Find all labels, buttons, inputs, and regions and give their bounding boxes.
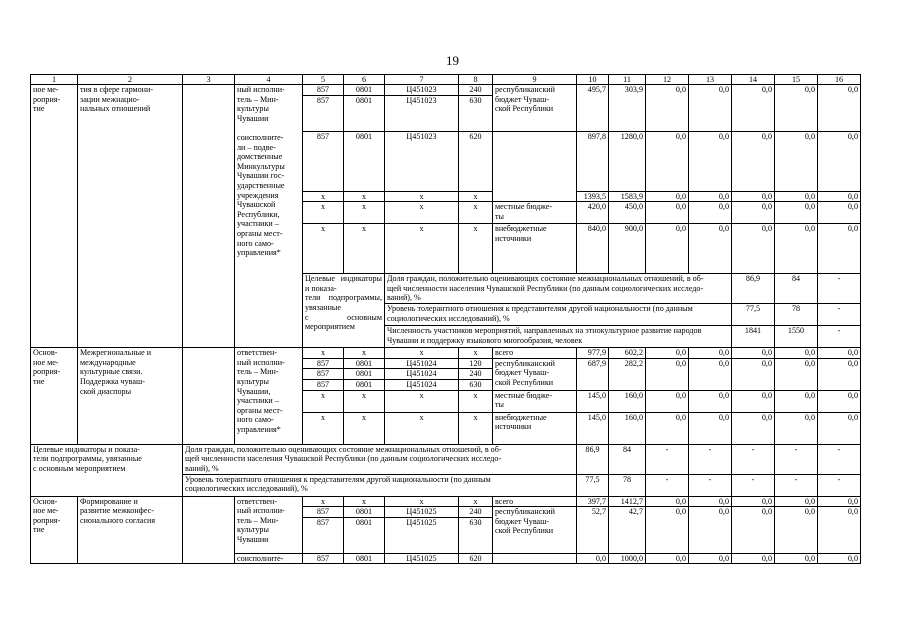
code-cell: x [303, 202, 344, 224]
value-cell: 282,2 [609, 358, 646, 390]
value-cell: 0,0 [646, 412, 689, 444]
column-number: 3 [183, 75, 235, 85]
column-number: 6 [344, 75, 385, 85]
code-cell: 857 [303, 369, 344, 380]
code-cell: x [344, 191, 385, 202]
code-cell: x [385, 390, 459, 412]
value-cell: 0,0 [775, 131, 818, 191]
value-cell: 1280,0 [609, 131, 646, 191]
event-name: Формирование и развитие межконфес- сионального согласия [78, 496, 183, 564]
funding-source: местные бюдже- ты [493, 202, 577, 224]
code-cell: x [459, 496, 493, 507]
empty-cell [493, 131, 577, 202]
value-cell: 0,0 [732, 553, 775, 564]
indicator-text: Уровень толерантного отношения к представителям другой национальности (по данным социологических исследований), % [183, 474, 577, 496]
value-cell: 840,0 [577, 224, 609, 274]
code-cell: x [459, 348, 493, 359]
value-cell: 0,0 [818, 131, 861, 191]
column-number: 2 [78, 75, 183, 85]
table-row [31, 85, 861, 96]
value-cell: 0,0 [775, 496, 818, 507]
value-cell: 160,0 [609, 390, 646, 412]
value-cell: 0,0 [775, 358, 818, 390]
indicator-text: Численность участников мероприятий, направленных на этнокультурное развитие народов Чувашии и поддержку языкового многообразия, человек [385, 326, 732, 348]
code-cell: 0801 [344, 131, 385, 191]
value-cell: 0,0 [775, 202, 818, 224]
value-cell: 1000,0 [609, 553, 646, 564]
code-cell: Ц451025 [385, 517, 459, 553]
value-cell: 0,0 [689, 202, 732, 224]
code-cell: Ц451023 [385, 131, 459, 191]
code-cell: 0801 [344, 85, 385, 96]
column-number: 4 [235, 75, 303, 85]
code-cell: 620 [459, 553, 493, 564]
column-number: 14 [732, 75, 775, 85]
code-cell: 630 [459, 379, 493, 390]
value-cell: 0,0 [689, 412, 732, 444]
column-number: 7 [385, 75, 459, 85]
code-cell: 0801 [344, 507, 385, 518]
indicator-value: - [646, 444, 689, 474]
empty-cell [183, 496, 235, 564]
code-cell: x [303, 390, 344, 412]
indicator-value: - [775, 444, 818, 474]
code-cell: 857 [303, 517, 344, 553]
value-cell: 0,0 [646, 358, 689, 390]
value-cell: 0,0 [646, 507, 689, 554]
code-cell: x [385, 224, 459, 274]
row-label-text: Основ- ное ме- роприя- тие [31, 496, 78, 564]
code-cell: x [344, 412, 385, 444]
code-cell: Ц451023 [385, 95, 459, 131]
value-cell: 0,0 [775, 507, 818, 554]
value-cell: 0,0 [732, 348, 775, 359]
code-cell: Ц451025 [385, 553, 459, 564]
code-cell: x [385, 496, 459, 507]
value-cell: 0,0 [818, 496, 861, 507]
value-cell: 0,0 [818, 85, 861, 132]
funding-source: всего [493, 348, 577, 359]
value-cell: 0,0 [818, 553, 861, 564]
value-cell: 0,0 [646, 202, 689, 224]
code-cell: x [385, 348, 459, 359]
executor-text: ответствен- ный исполни- тель – Мин- культуры Чувашии [235, 496, 303, 553]
value-cell: 0,0 [732, 85, 775, 132]
value-cell: 0,0 [689, 358, 732, 390]
indicator-value: - [732, 474, 775, 496]
code-cell: x [344, 202, 385, 224]
value-cell: 0,0 [775, 224, 818, 274]
indicator-value: 78 [609, 474, 646, 496]
code-cell: 857 [303, 358, 344, 369]
code-cell: x [303, 348, 344, 359]
column-number: 10 [577, 75, 609, 85]
executor-text: ный исполни- тель – Мин- культуры Чувашии соисполните- ли – подве- домственные Минкультуры Чувашии гос- ударственные учреждения Чувашской Республики, участники – органы мест- ного само- управления* [235, 85, 303, 348]
code-cell: Ц451023 [385, 85, 459, 96]
column-number: 8 [459, 75, 493, 85]
value-cell: 0,0 [689, 553, 732, 564]
code-cell: 857 [303, 379, 344, 390]
indicator-label: Целевые индикаторы и показа- тели подпрограммы, увязанные с основным мероприятием [303, 274, 385, 348]
value-cell: 303,9 [609, 85, 646, 132]
funding-source: республиканский бюджет Чуваш- ской Республики [493, 507, 577, 554]
code-cell: Ц451024 [385, 358, 459, 369]
code-cell: x [303, 496, 344, 507]
indicator-value: 77,5 [732, 304, 775, 326]
executor-text: ответствен- ный исполни- тель – Мин- культуры Чувашии, участники – органы мест- ного само- управления* [235, 348, 303, 444]
value-cell: 0,0 [689, 348, 732, 359]
value-cell: 0,0 [646, 496, 689, 507]
indicator-value: - [646, 474, 689, 496]
value-cell: 0,0 [732, 496, 775, 507]
code-cell: 240 [459, 85, 493, 96]
value-cell: 0,0 [818, 412, 861, 444]
value-cell: 0,0 [775, 553, 818, 564]
funding-source: местные бюдже- ты [493, 390, 577, 412]
value-cell: 897,8 [577, 131, 609, 191]
value-cell: 0,0 [689, 224, 732, 274]
code-cell: 0801 [344, 95, 385, 131]
column-number: 1 [31, 75, 78, 85]
code-cell: 0801 [344, 553, 385, 564]
code-cell: 0801 [344, 517, 385, 553]
indicator-value: - [689, 444, 732, 474]
table-row [31, 348, 861, 359]
code-cell: x [303, 224, 344, 274]
column-number: 11 [609, 75, 646, 85]
indicator-text: Доля граждан, положительно оценивающих состояние межнациональных отношений, в об- щей численности населения Чувашской Республики (по данным социологических исследо- ваний), % [183, 444, 577, 474]
indicator-value: - [775, 474, 818, 496]
column-number: 16 [818, 75, 861, 85]
code-cell: x [459, 202, 493, 224]
code-cell: 120 [459, 358, 493, 369]
budget-table [30, 74, 861, 564]
value-cell: 0,0 [646, 390, 689, 412]
funding-source: внебюджетные источники [493, 224, 577, 274]
event-name: тия в сфере гармони- зации межнацио- нальных отношений [78, 85, 183, 348]
value-cell: 160,0 [609, 412, 646, 444]
indicator-value: 86,9 [732, 274, 775, 304]
code-cell: Ц451024 [385, 369, 459, 380]
executor-text: соисполните- [235, 553, 303, 564]
code-cell: x [385, 202, 459, 224]
code-cell: x [459, 412, 493, 444]
row-label-text: Основ- ное ме- роприя- тие [31, 348, 78, 444]
value-cell: 0,0 [689, 131, 732, 191]
value-cell: 450,0 [609, 202, 646, 224]
value-cell: 602,2 [609, 348, 646, 359]
indicator-label: Целевые индикаторы и показа- тели подпрограммы, увязанные с основным мероприятием [31, 444, 183, 496]
empty-cell [183, 85, 235, 348]
code-cell: x [344, 348, 385, 359]
code-cell: 0801 [344, 369, 385, 380]
empty-cell [183, 348, 235, 444]
value-cell: 52,7 [577, 507, 609, 554]
code-cell: 240 [459, 507, 493, 518]
funding-source: республиканский бюджет Чуваш- ской Республики [493, 358, 577, 390]
table-row [31, 496, 861, 507]
indicator-value: - [818, 444, 861, 474]
indicator-value: - [818, 304, 861, 326]
code-cell: x [459, 191, 493, 202]
value-cell: 0,0 [818, 390, 861, 412]
column-number: 13 [689, 75, 732, 85]
value-cell: 0,0 [646, 224, 689, 274]
indicator-row [31, 444, 861, 474]
value-cell: 0,0 [646, 348, 689, 359]
value-cell: 0,0 [732, 202, 775, 224]
value-cell: 0,0 [732, 131, 775, 191]
value-cell: 1412,7 [609, 496, 646, 507]
value-cell: 0,0 [818, 202, 861, 224]
code-cell: 630 [459, 517, 493, 553]
code-cell: 857 [303, 85, 344, 96]
value-cell: 0,0 [689, 390, 732, 412]
indicator-value: - [732, 444, 775, 474]
value-cell: 1393,5 [577, 191, 609, 202]
value-cell: 687,9 [577, 358, 609, 390]
indicator-value: 77,5 [577, 474, 609, 496]
column-number: 5 [303, 75, 344, 85]
code-cell: x [459, 390, 493, 412]
value-cell: 0,0 [732, 390, 775, 412]
code-cell: x [303, 191, 344, 202]
indicator-text: Уровень толерантного отношения к представителям другой национальности (по данным социологических исследований), % [385, 304, 732, 326]
indicator-value: 84 [609, 444, 646, 474]
value-cell: 0,0 [818, 224, 861, 274]
value-cell: 145,0 [577, 390, 609, 412]
value-cell: 0,0 [818, 191, 861, 202]
indicator-value: - [689, 474, 732, 496]
page-number: 19 [446, 53, 459, 68]
indicator-value: - [818, 474, 861, 496]
value-cell: 42,7 [609, 507, 646, 554]
column-number: 12 [646, 75, 689, 85]
value-cell: 0,0 [732, 224, 775, 274]
value-cell: 0,0 [646, 85, 689, 132]
code-cell: x [385, 412, 459, 444]
code-cell: 857 [303, 553, 344, 564]
code-cell: 630 [459, 95, 493, 131]
value-cell: 0,0 [732, 358, 775, 390]
value-cell: 397,7 [577, 496, 609, 507]
code-cell: x [303, 412, 344, 444]
indicator-value: 86,9 [577, 444, 609, 474]
value-cell: 0,0 [689, 191, 732, 202]
value-cell: 0,0 [818, 507, 861, 554]
value-cell: 0,0 [732, 507, 775, 554]
code-cell: 857 [303, 131, 344, 191]
indicator-value: 78 [775, 304, 818, 326]
value-cell: 0,0 [689, 507, 732, 554]
indicator-value: - [818, 326, 861, 348]
value-cell: 0,0 [818, 358, 861, 390]
code-cell: 857 [303, 95, 344, 131]
value-cell: 495,7 [577, 85, 609, 132]
indicator-value: - [818, 274, 861, 304]
value-cell: 420,0 [577, 202, 609, 224]
value-cell: 0,0 [775, 85, 818, 132]
code-cell: x [344, 496, 385, 507]
value-cell: 0,0 [775, 348, 818, 359]
value-cell: 1583,9 [609, 191, 646, 202]
indicator-text: Доля граждан, положительно оценивающих состояние межнациональных отношений, в об- щей численности населения Чувашской Республики (по данным социологических исследо- ваний), % [385, 274, 732, 304]
header-row [31, 75, 861, 85]
column-number: 9 [493, 75, 577, 85]
value-cell: 0,0 [775, 191, 818, 202]
value-cell: 0,0 [689, 85, 732, 132]
funding-source: республиканский бюджет Чуваш- ской Республики [493, 85, 577, 132]
value-cell: 0,0 [689, 496, 732, 507]
code-cell: Ц451024 [385, 379, 459, 390]
funding-source [493, 553, 577, 564]
column-number: 15 [775, 75, 818, 85]
code-cell: 620 [459, 131, 493, 191]
value-cell: 0,0 [577, 553, 609, 564]
value-cell: 0,0 [646, 553, 689, 564]
row-label-text: ное ме- роприя- тие [31, 85, 78, 348]
value-cell: 977,9 [577, 348, 609, 359]
value-cell: 0,0 [775, 390, 818, 412]
code-cell: x [344, 390, 385, 412]
code-cell: 240 [459, 369, 493, 380]
value-cell: 0,0 [732, 191, 775, 202]
value-cell: 145,0 [577, 412, 609, 444]
code-cell: x [344, 224, 385, 274]
code-cell: x [385, 191, 459, 202]
value-cell: 900,0 [609, 224, 646, 274]
funding-source: внебюджетные источники [493, 412, 577, 444]
code-cell: 857 [303, 507, 344, 518]
value-cell: 0,0 [646, 191, 689, 202]
value-cell: 0,0 [775, 412, 818, 444]
value-cell: 0,0 [646, 131, 689, 191]
value-cell: 0,0 [818, 348, 861, 359]
indicator-value: 84 [775, 274, 818, 304]
code-cell: Ц451025 [385, 507, 459, 518]
value-cell: 0,0 [732, 412, 775, 444]
code-cell: 0801 [344, 379, 385, 390]
indicator-value: 1841 [732, 326, 775, 348]
funding-source: всего [493, 496, 577, 507]
event-name: Межрегиональные и международные культурные связи. Поддержка чуваш- ской диаспоры [78, 348, 183, 444]
code-cell: x [459, 224, 493, 274]
indicator-value: 1550 [775, 326, 818, 348]
code-cell: 0801 [344, 358, 385, 369]
